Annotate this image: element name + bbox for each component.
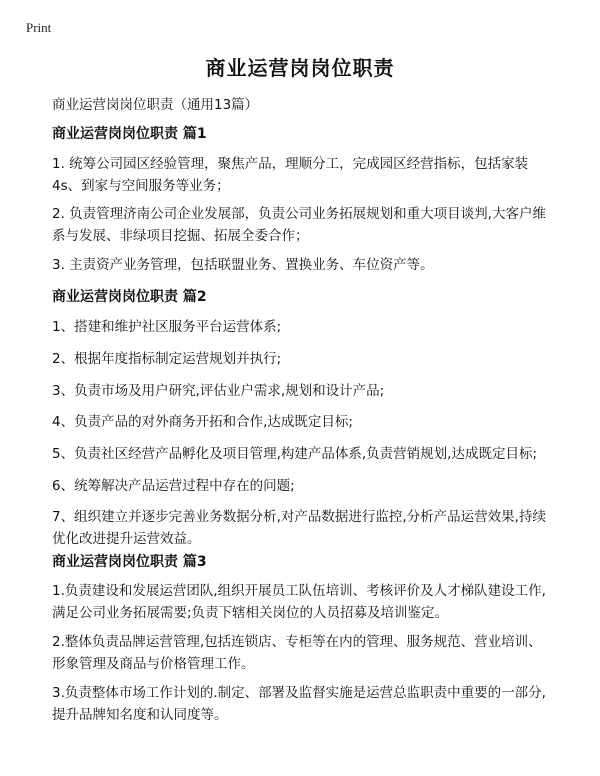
paragraph: 2. 负责管理济南公司企业发展部，负责公司业务拓展规划和重大项目谈判,大客户维系与发展、非绿项目挖掘、拓展全委合作； <box>52 206 546 244</box>
paragraph: 2.整体负责品牌运营管理,包括连锁店、专柜等在内的管理、服务规范、营业培训、形象管理及商品与价格管理工作。 <box>52 634 542 672</box>
paragraph: 5、负责社区经营产品孵化及项目管理,构建产品体系,负责营销规划,达成既定目标; <box>52 446 538 462</box>
paragraph: 6、统筹解决产品运营过程中存在的问题; <box>52 478 295 494</box>
paragraph: 1.负责建设和发展运营团队,组织开展员工队伍培训、考核评价及人才梯队建设工作,满足公司业务拓展需要;负责下辖相关岗位的人员招募及培训鉴定。 <box>52 583 546 621</box>
section-heading-1: 商业运营岗岗位职责 篇1 <box>52 126 207 142</box>
paragraph: 1. 统筹公司园区经验管理，聚焦产品，理顺分工，完成园区经营指标，包括家装4s、到家与空间服务等业务； <box>52 156 529 194</box>
paragraph: 2、根据年度指标制定运营规划并执行; <box>52 351 282 367</box>
paragraph: 1、搭建和维护社区服务平台运营体系; <box>52 319 282 335</box>
paragraph: 3.负责整体市场工作计划的.制定、部署及监督实施是运营总监职责中重要的一部分,提升品牌知名度和认同度等。 <box>52 685 546 723</box>
print-label: Print <box>26 20 52 35</box>
paragraph: 4、负责产品的对外商务开拓和合作,达成既定目标; <box>52 414 353 430</box>
page-title: 商业运营岗岗位职责 <box>205 56 395 80</box>
section-heading-2: 商业运营岗岗位职责 篇2 <box>52 289 207 305</box>
paragraph: 3. 主责资产业务管理，包括联盟业务、置换业务、车位资产等。 <box>52 257 434 273</box>
paragraph: 3、负责市场及用户研究,评估业户需求,规划和设计产品; <box>52 383 385 399</box>
document-subtitle: 商业运营岗岗位职责（通用13篇） <box>52 97 259 113</box>
paragraph: 7、组织建立并逐步完善业务数据分析,对产品数据进行监控,分析产品运营效果,持续优化改进提升运营效益。 <box>52 509 546 547</box>
section-heading-3: 商业运营岗岗位职责 篇3 <box>52 554 207 570</box>
